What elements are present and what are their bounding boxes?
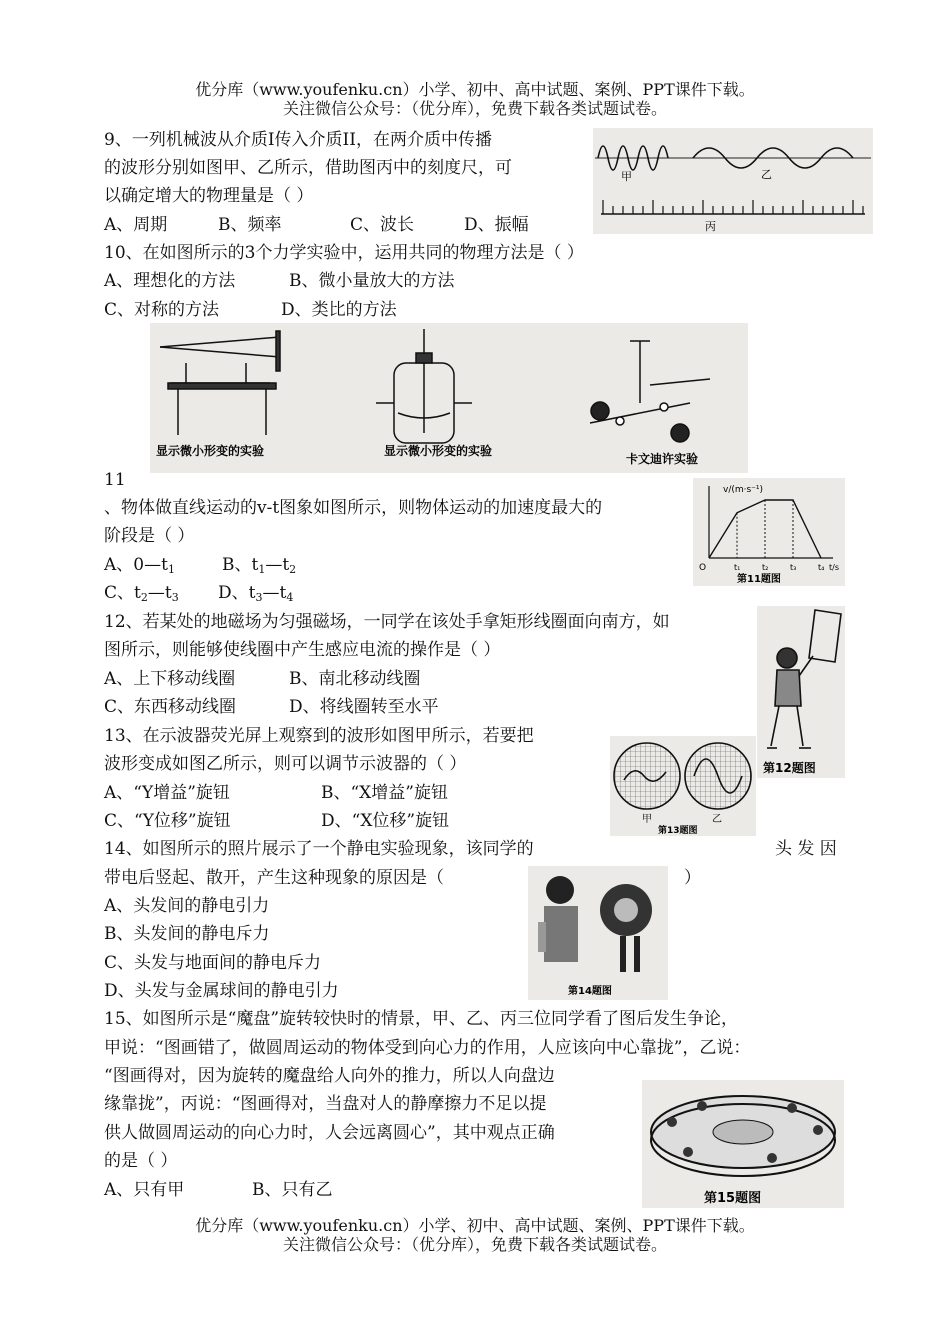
q10-experiments-figure [150, 323, 748, 473]
q13-option-b: B、“X增益”旋钮 [321, 783, 448, 803]
q12-option-a: A、上下移动线圈 [104, 669, 236, 689]
header-line-1: 优分库（www.youfenku.cn）小学、初中、高中试题、案例、PPT课件下载。 [195, 80, 755, 99]
q9-line-3: 以确定增大的物理量是（ ） [104, 186, 314, 206]
q9-line-1: 9、一列机械波从介质I传入介质II，在两介质中传播 [104, 130, 492, 150]
q12-option-b: B、南北移动线圈 [289, 669, 421, 689]
q9-option-d: D、振幅 [464, 215, 529, 235]
q13-line-2: 波形变成如图乙所示，则可以调节示波器的（ ） [104, 754, 467, 774]
q13-option-d: D、“X位移”旋钮 [321, 811, 450, 831]
q10-option-d: D、类比的方法 [281, 300, 397, 320]
q15-option-a: A、只有甲 [104, 1180, 185, 1200]
q14-line-2a: 带电后竖起、散开，产生这种现象的原因是（ [104, 868, 444, 888]
vt-chart [693, 478, 845, 586]
q11-option-a: A、$0—t_1$ [104, 555, 175, 576]
q11-option-d: D、$t_3—t_4$ [218, 583, 294, 604]
label-yi: 乙 [761, 168, 772, 181]
q9-wave-figure [593, 128, 873, 234]
vt-tick-label: t₄ [818, 563, 825, 572]
caption-3: 卡文迪许实验 [626, 452, 699, 466]
q13-caption: 第13题图 [658, 826, 698, 836]
q10-option-c: C、对称的方法 [104, 300, 220, 320]
ruler-ticks [603, 200, 863, 214]
q13-option-c: C、“Y位移”旋钮 [104, 811, 231, 831]
q9-option-b: B、频率 [218, 215, 282, 235]
q15-line-6: 的是（ ） [104, 1151, 178, 1171]
q11-option-b: B、$t_1—t_2$ [222, 555, 297, 576]
q11-caption: 第11题图 [737, 574, 781, 585]
q15-line-4: 缘靠拢”，丙说：“图画得对，当盘对人的静摩擦力不足以提 [104, 1094, 547, 1114]
q15-caption: 第15题图 [704, 1191, 762, 1206]
vt-tick-label: t₂ [762, 563, 769, 572]
q10-stem: 10、在如图所示的3个力学实验中，运用共同的物理方法是（ ） [104, 243, 584, 263]
origin-label: O [699, 563, 707, 573]
q12-line-2: 图所示，则能够使线圈中产生感应电流的操作是（ ） [104, 640, 501, 660]
q12-option-c: C、东西移动线圈 [104, 697, 237, 717]
footer-line-2: 关注微信公众号：（优分库），免费下载各类试题试卷。 [282, 1235, 667, 1254]
q9-option-c: C、波长 [350, 215, 415, 235]
table-mirror-experiment [160, 331, 280, 435]
student-hair-standing [538, 876, 578, 962]
metal-sphere [600, 884, 652, 972]
q14-option-b: B、头发间的静电斥力 [104, 924, 270, 944]
q10-option-a: A、理想化的方法 [104, 271, 236, 291]
q9-wave-svg [593, 128, 873, 234]
q14-option-d: D、头发与金属球间的静电引力 [104, 981, 339, 1001]
q12-coil-figure [757, 606, 845, 778]
student-with-coil [767, 610, 841, 748]
q12-svg [757, 606, 845, 778]
q10-svg [150, 323, 748, 473]
q11-number: 11 [104, 470, 126, 490]
q12-option-d: D、将线圈转至水平 [289, 697, 439, 717]
q15-option-b: B、只有乙 [252, 1180, 333, 1200]
bottle-experiment [376, 329, 472, 443]
x-label: t/s [829, 563, 839, 572]
label-yi: 乙 [712, 814, 722, 825]
q14-line-2b: ） [684, 868, 701, 888]
footer-line-1: 优分库（www.youfenku.cn）小学、初中、高中试题、案例、PPT课件下载。 [195, 1216, 755, 1235]
caption-2: 显示微小形变的实验 [384, 444, 493, 458]
q15-svg [642, 1080, 844, 1208]
q12-line-1: 12、若某处的地磁场为匀强磁场，一同学在该处手拿矩形线圈面向南方，如 [104, 612, 670, 632]
q11-vt-figure [693, 478, 845, 586]
q15-line-1: 15、如图所示是“魔盘”旋转较快时的情景，甲、乙、丙三位同学看了图后发生争论， [104, 1009, 739, 1029]
q9-line-2: 的波形分别如图甲、乙所示，借助图丙中的刻度尺，可 [104, 158, 512, 178]
q14-photo-figure [528, 866, 668, 1000]
q14-caption: 第14题图 [568, 986, 612, 997]
q11-option-c: C、$t_2—t_3$ [104, 583, 179, 604]
label-jia: 甲 [621, 170, 632, 183]
header-line-2: 关注微信公众号：（优分库），免费下载各类试题试卷。 [282, 99, 667, 118]
q15-magic-disc-figure [642, 1080, 844, 1208]
q13-svg [610, 736, 756, 836]
q14-option-a: A、头发间的静电引力 [104, 896, 270, 916]
q14-option-c: C、头发与地面间的静电斥力 [104, 953, 322, 973]
q9-option-a: A、周期 [104, 215, 168, 235]
q14-line-1a: 14、如图所示的照片展示了一个静电实验现象，该同学的 [104, 839, 534, 859]
vt-tick-label: t₁ [734, 563, 741, 572]
rotating-disc [651, 1096, 835, 1176]
q15-line-2: 甲说：“图画错了，做圆周运动的物体受到向心力的作用，人应该向中心靠拢”，乙说： [104, 1038, 751, 1058]
q13-oscilloscope-figure [610, 736, 756, 836]
cavendish-experiment [590, 341, 710, 442]
y-label: v/(m·s⁻¹) [723, 485, 764, 495]
q11-line-1: 、物体做直线运动的v-t图象如图所示，则物体运动的加速度最大的 [104, 498, 603, 518]
q14-svg [528, 866, 668, 1000]
q14-line-1b: 头 发 因 [775, 839, 837, 859]
q15-line-5: 供人做圆周运动的向心力时，人会远离圆心”，其中观点正确 [104, 1123, 555, 1143]
caption-1: 显示微小形变的实验 [156, 444, 265, 458]
vt-tick-label: t₃ [790, 563, 797, 572]
q10-option-b: B、微小量放大的方法 [289, 271, 455, 291]
q15-line-3: “图画得对，因为旋转的魔盘给人向外的推力，所以人向盘边 [104, 1066, 555, 1086]
label-bing: 丙 [705, 220, 716, 233]
screen-jia [614, 743, 680, 809]
q12-caption: 第12题图 [763, 761, 816, 775]
q13-option-a: A、“Y增益”旋钮 [104, 783, 230, 803]
q11-line-2: 阶段是（ ） [104, 526, 195, 546]
label-jia: 甲 [642, 814, 652, 825]
q13-line-1: 13、在示波器荧光屏上观察到的波形如图甲所示，若要把 [104, 726, 534, 746]
